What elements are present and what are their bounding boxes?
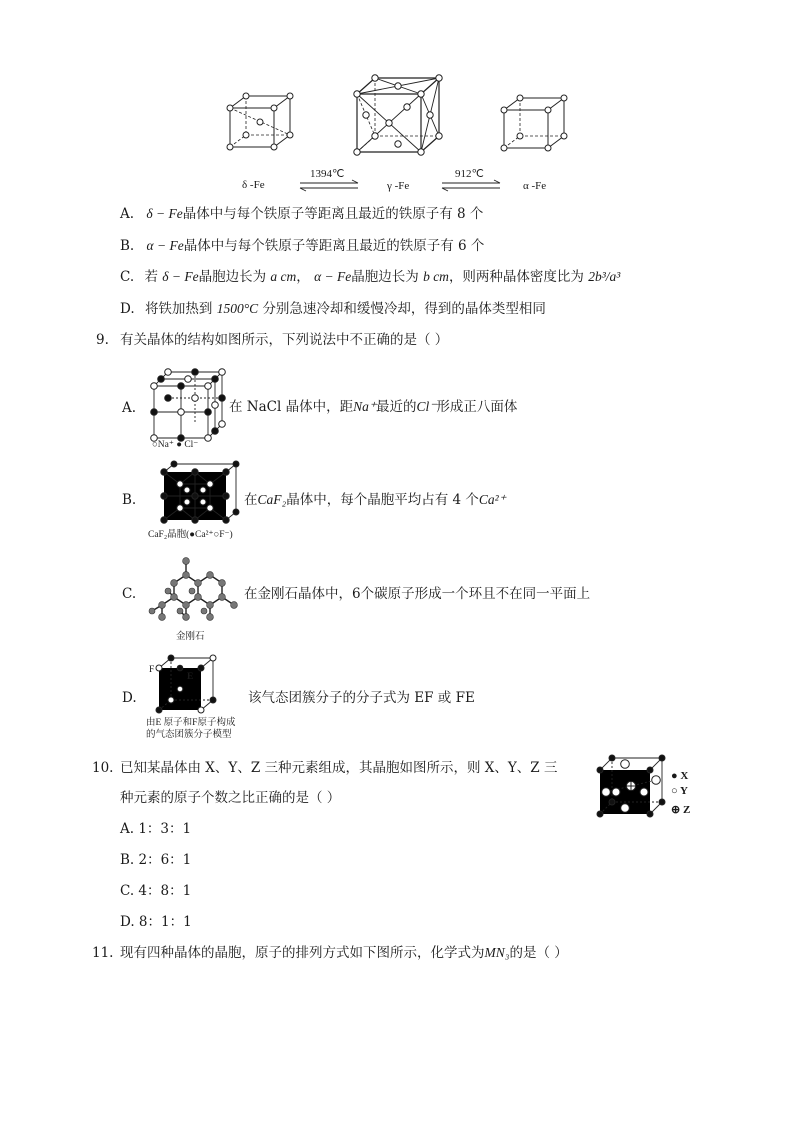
q8-option-c [120, 268, 620, 286]
option-letter: A. [120, 206, 135, 222]
option-text: 在 [244, 492, 258, 508]
stem-text: 现有四种晶体的晶胞，原子的排列方式如下图所示，化学式为 [120, 945, 485, 961]
math-na-ion: Na⁺ [353, 399, 376, 414]
math-b-cm: b cm [423, 269, 449, 284]
delta-fe-cell-diagram [226, 92, 296, 152]
stem-text: 的是（ ） [509, 945, 568, 961]
xyz-cell-diagram [594, 752, 666, 820]
q10-option-c: C. 4：8：1 [120, 883, 192, 899]
option-text: ， [296, 269, 310, 285]
q8-option-d [120, 300, 546, 318]
option-text: 最近的 [375, 399, 417, 415]
caf2-cell-diagram [160, 462, 240, 524]
legend-y: ○ Y [671, 785, 688, 797]
option-text: 形成正八面体 [436, 399, 518, 415]
gamma-fe-cell-diagram [353, 74, 445, 156]
math-caf2: CaF₂ [257, 492, 287, 507]
option-text: 晶体中与每个铁原子等距离且最近的铁原子有 6 个 [183, 238, 485, 254]
math-delta-fe: δ − Fe [146, 206, 183, 221]
q10-stem-line2: 种元素的原子个数之比正确的是（ ） [120, 790, 341, 806]
math-delta-fe: δ − Fe [162, 269, 199, 284]
option-text: 在 NaCl 晶体中，距 [229, 399, 354, 415]
option-text: 晶胞边长为 [198, 269, 267, 285]
q9-number: 9. [96, 332, 109, 348]
q8-option-a [120, 205, 483, 223]
diamond-structure-diagram [148, 555, 238, 627]
math-cl-ion: Cl⁻ [416, 399, 437, 414]
cluster-label-f: F [149, 665, 155, 675]
temp-label-912: 912℃ [455, 168, 484, 180]
option-text: 晶体中，每个晶胞平均占有 4 个 [286, 492, 479, 508]
diamond-caption: 金刚石 [176, 632, 205, 642]
option-letter: D. [120, 301, 135, 317]
q9-option-d: 该气态团簇分子的分子式为 EF 或 FE [248, 690, 475, 706]
legend-x: ● X [671, 770, 689, 782]
option-letter: B. [120, 238, 135, 254]
legend-z: ⊕ Z [671, 804, 691, 816]
q9-option-c: 在金刚石晶体中，6个碳原子形成一个环且不在同一平面上 [244, 586, 591, 602]
q9-option-a [229, 398, 517, 416]
nacl-cell-diagram [150, 368, 230, 444]
gamma-fe-label: γ -Fe [387, 180, 410, 192]
equilibrium-arrow-2-icon [440, 180, 502, 192]
math-a-cm: a cm [270, 269, 297, 284]
delta-fe-label: δ -Fe [242, 179, 265, 191]
math-temperature: 1500°C [216, 301, 259, 316]
cluster-molecule-diagram [155, 656, 219, 714]
q10-number: 10. [92, 760, 114, 776]
caf2-caption: CaF₂晶胞(●Ca²⁺○F⁻) [148, 530, 233, 540]
cluster-label-e: E [187, 672, 194, 682]
q9-option-a-letter: A. [122, 400, 137, 416]
q10-option-d: D. 8：1：1 [120, 914, 192, 930]
nacl-caption: ○Na⁺ ● Cl⁻ [152, 440, 199, 450]
option-text: 将铁加热到 [144, 301, 213, 317]
alpha-fe-label: α -Fe [523, 180, 547, 192]
option-text: 晶体中与每个铁原子等距离且最近的铁原子有 8 个 [182, 206, 484, 222]
math-alpha-fe: α − Fe [146, 238, 184, 253]
option-text: 分别急速冷却和缓慢冷却，得到的晶体类型相同 [262, 301, 546, 317]
option-text: 晶胞边长为 [351, 269, 419, 285]
alpha-fe-cell-diagram [500, 94, 570, 152]
q11-number: 11. [92, 945, 114, 961]
math-density-ratio: 2b³/a³ [588, 269, 621, 284]
math-mn3: MN₃ [484, 945, 510, 960]
cluster-caption-line1: 由E 原子和F原子构成 [146, 718, 236, 728]
option-text: 若 [144, 269, 158, 285]
q11-stem [120, 944, 568, 962]
cluster-caption-line2: 的气态团簇分子模型 [146, 730, 232, 740]
q9-option-d-letter: D. [122, 690, 137, 706]
math-ca-ion: Ca²⁺ [478, 492, 506, 507]
q9-option-b [244, 491, 506, 509]
q10-stem-line1: 已知某晶体由 X、Y、Z 三种元素组成，其晶胞如图所示，则 X、Y、Z 三 [120, 760, 558, 776]
q8-option-b [120, 237, 484, 255]
q9-option-c-letter: C. [122, 586, 137, 602]
q9-option-b-letter: B. [122, 492, 137, 508]
q9-stem: 有关晶体的结构如图所示，下列说法中不正确的是（ ） [120, 332, 449, 348]
q10-option-a: A. 1：3：1 [120, 821, 192, 837]
option-letter: C. [120, 269, 135, 285]
temp-label-1394: 1394℃ [310, 168, 345, 180]
math-alpha-fe: α − Fe [314, 269, 352, 284]
option-text: ，则两种晶体密度比为 [448, 269, 584, 285]
q10-option-b: B. 2：6：1 [120, 852, 192, 868]
equilibrium-arrow-1-icon [298, 180, 360, 192]
